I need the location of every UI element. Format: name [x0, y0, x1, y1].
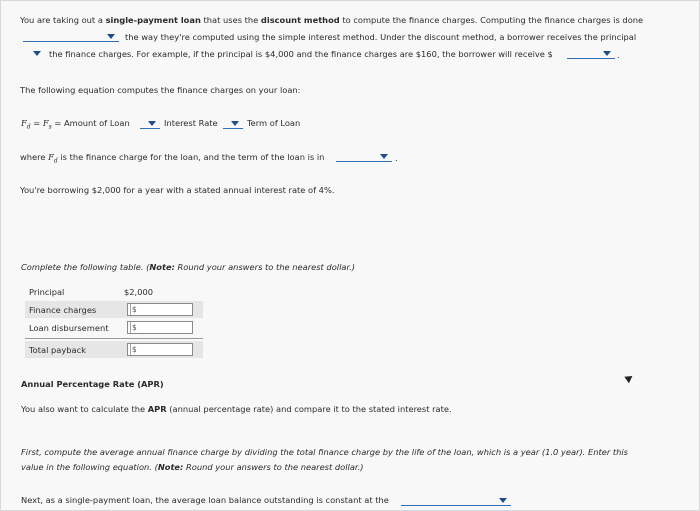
- comparison-dropdown[interactable]: [23, 32, 119, 42]
- chevron-down-icon: [499, 498, 507, 503]
- operator-dropdown-2[interactable]: [223, 119, 243, 129]
- chevron-down-icon: [148, 121, 156, 126]
- loan-disbursement-label: Loan disbursement: [29, 323, 109, 333]
- apr-heading: Annual Percentage Rate (APR): [21, 379, 164, 389]
- period: .: [395, 153, 398, 163]
- mouse-cursor-icon: [624, 373, 634, 384]
- chevron-down-icon: [107, 34, 115, 39]
- intro-text: to compute the finance charges. Computing the finance charges is done: [339, 15, 644, 25]
- chevron-down-icon: [380, 154, 388, 159]
- intro-line-1: [20, 15, 643, 25]
- intro-line-2: the way they're computed using the simple interest method. Under the discount method, a borrower receives the principal: [125, 32, 637, 42]
- intro-bold-discount: discount method: [260, 15, 340, 25]
- finance-charges-row: [25, 301, 203, 318]
- fd-symbol: $F_d$: [21, 118, 31, 131]
- term-unit-dropdown[interactable]: [336, 152, 392, 162]
- principal-adjust-dropdown[interactable]: [23, 49, 45, 59]
- average-balance-dropdown[interactable]: [401, 496, 511, 506]
- chevron-down-icon: [33, 51, 41, 56]
- finance-charges-label: Finance charges: [29, 305, 97, 315]
- table-divider: [25, 338, 203, 339]
- amount-of-loan-label: Amount of Loan: [63, 118, 130, 128]
- principal-label: Principal: [29, 287, 65, 297]
- intro-text: that uses the: [200, 15, 261, 25]
- intro-bold-single-payment: single-payment loan: [105, 15, 201, 25]
- table-instructions: Complete the following table. (Note: Round your answers to the nearest dollar.): [21, 262, 355, 272]
- operator-dropdown-1[interactable]: [140, 119, 160, 129]
- first-instructions-line-2: value in the following equation. (Note: Round your answers to the nearest dollar.): [21, 462, 364, 472]
- chevron-down-icon: [603, 51, 611, 56]
- chevron-down-icon: [231, 121, 239, 126]
- total-payback-row: [25, 341, 203, 358]
- finance-charge-equation: $F_d = F_s$ = Amount of Loan: [21, 118, 130, 131]
- equation-intro: The following equation computes the finance charges on your loan:: [20, 85, 301, 95]
- borrower-receives-dropdown[interactable]: [567, 49, 615, 59]
- borrowing-statement: You're borrowing $2,000 for a year with a stated annual interest rate of 4%.: [20, 185, 335, 195]
- fs-symbol: $F_s$: [42, 118, 52, 131]
- term-of-loan-label: Term of Loan: [247, 118, 301, 128]
- apr-description: You also want to calculate the APR (annual percentage rate) and compare it to the stated interest rate.: [21, 404, 452, 414]
- first-instructions-line-1: First, compute the average annual finance charge by dividing the total finance charge by the life of the loan, which is a year (1.0 year). Enter this: [21, 447, 629, 457]
- intro-text: You are taking out a: [20, 15, 106, 25]
- next-statement: Next, as a single-payment loan, the average loan balance outstanding is constant at the: [21, 495, 389, 505]
- intro-line-3: the finance charges. For example, if the principal is $4,000 and the finance charges are $160, the borrower will receive $: [49, 49, 553, 59]
- loan-disbursement-input[interactable]: $: [127, 321, 193, 334]
- principal-value: $2,000: [124, 287, 154, 297]
- principal-row: [25, 283, 203, 300]
- total-payback-label: Total payback: [29, 345, 86, 355]
- finance-charges-input[interactable]: $: [127, 303, 193, 316]
- interest-rate-label: Interest Rate: [164, 118, 218, 128]
- period: .: [617, 50, 620, 60]
- total-payback-input[interactable]: $: [127, 343, 193, 356]
- where-line: where $F_d$ is the finance charge for the loan, and the term of the loan is in: [20, 152, 325, 165]
- fd-symbol: $F_d$: [48, 152, 58, 165]
- loan-disbursement-row: [25, 319, 203, 336]
